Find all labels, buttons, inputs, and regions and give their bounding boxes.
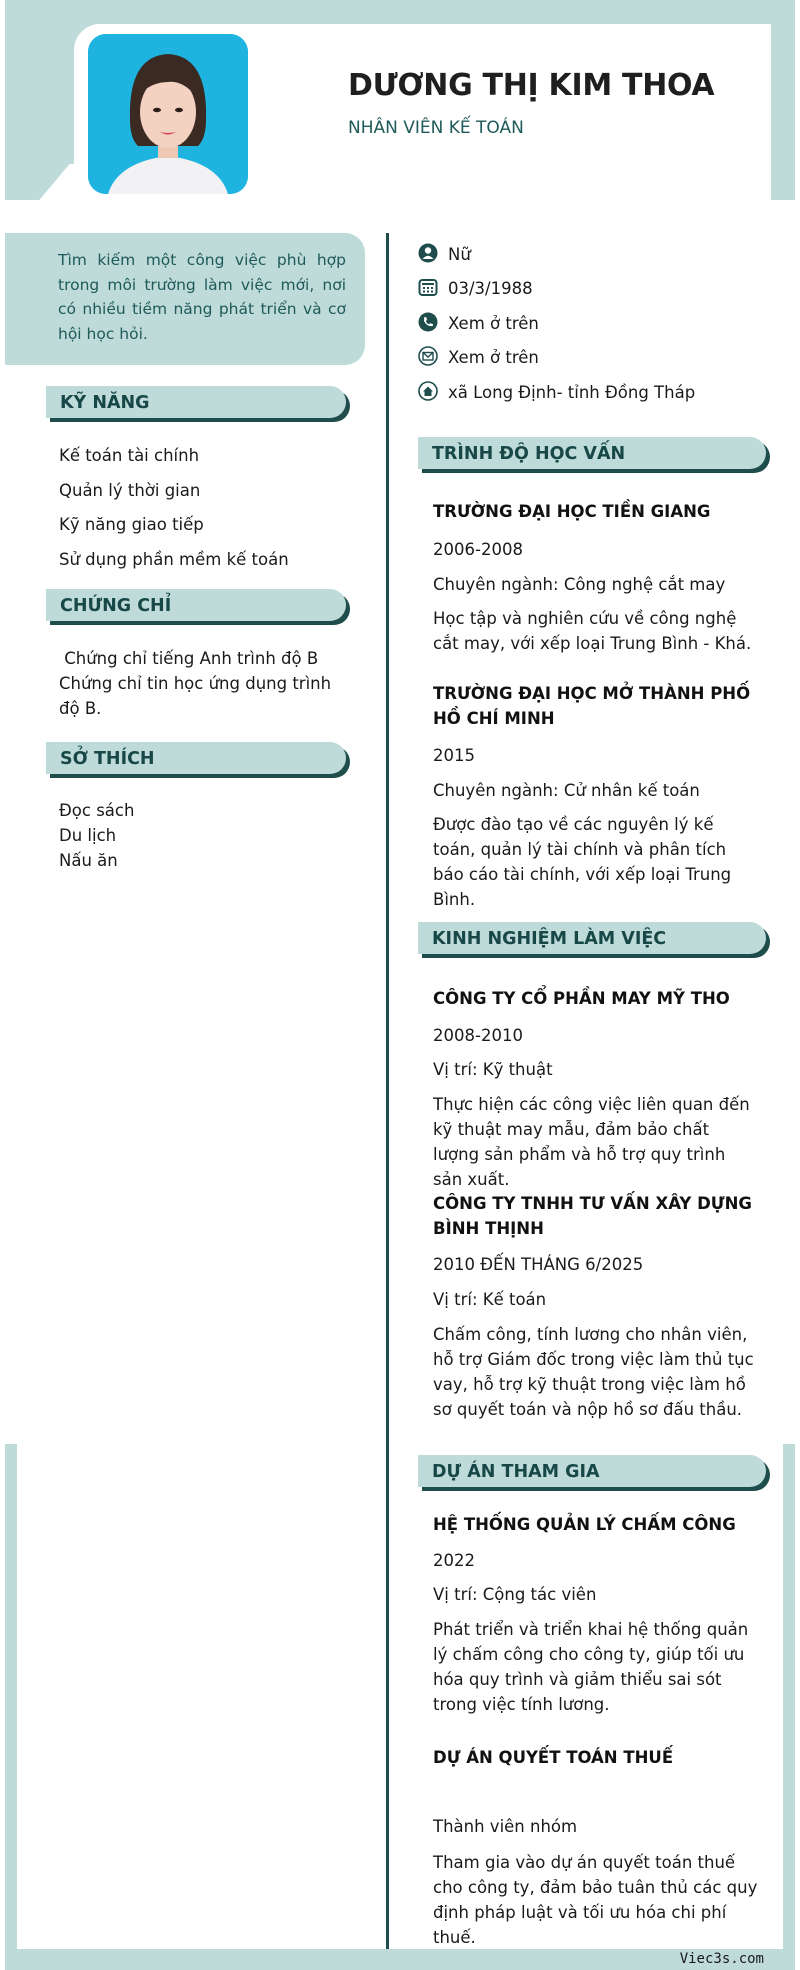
skill-item: Kỹ năng giao tiếp xyxy=(59,515,204,534)
experience-company: CÔNG TY CỔ PHẦN MAY MỸ THO xyxy=(433,989,730,1008)
project-role: Vị trí: Cộng tác viên xyxy=(433,1585,597,1604)
skill-item: Kế toán tài chính xyxy=(59,446,200,465)
education-major: Chuyên ngành: Cử nhân kế toán xyxy=(433,781,700,800)
contact-address: xã Long Định- tỉnh Đồng Tháp xyxy=(448,383,696,402)
education-period: 2006-2008 xyxy=(433,540,523,559)
project-period: 2022 xyxy=(433,1551,475,1570)
footer-band xyxy=(5,1949,795,1970)
project-role: Thành viên nhóm xyxy=(433,1817,578,1836)
phone-icon xyxy=(418,312,438,332)
calendar-icon xyxy=(418,277,438,297)
education-period: 2015 xyxy=(433,746,475,765)
contact-email[interactable]: Xem ở trên xyxy=(448,348,539,367)
project-name: HỆ THỐNG QUẢN LÝ CHẤM CÔNG xyxy=(433,1515,736,1534)
skills-heading: KỸ NĂNG xyxy=(46,386,346,418)
experience-company: CÔNG TY TNHH TƯ VẤN XÂY DỰNG BÌNH THỊNH xyxy=(433,1194,752,1238)
experience-description: Chấm công, tính lương cho nhân viên, hỗ trợ Giám đốc trong việc làm thủ tục vay, hỗ trợ kỹ thuật trong việc làm hồ sơ quyết toán và nộp hồ sơ đấu thầu. xyxy=(433,1325,754,1419)
education-school: TRƯỜNG ĐẠI HỌC MỞ THÀNH PHỐ HỒ CHÍ MINH xyxy=(433,684,751,728)
contact-phone[interactable]: Xem ở trên xyxy=(448,314,539,333)
user-icon xyxy=(418,243,438,263)
certificates-text: Chứng chỉ tiếng Anh trình độ B Chứng chỉ tin học ứng dụng trình độ B. xyxy=(59,649,332,718)
frame-left-accent xyxy=(5,1444,17,1970)
project-name: DỰ ÁN QUYẾT TOÁN THUẾ xyxy=(433,1748,674,1767)
site-watermark: Viec3s.com xyxy=(679,1951,764,1967)
mail-icon xyxy=(418,346,438,366)
candidate-name: DƯƠNG THỊ KIM THOA xyxy=(348,68,715,103)
contact-birthday: 03/3/1988 xyxy=(448,279,533,298)
skill-item: Quản lý thời gian xyxy=(59,481,201,500)
skill-item: Sử dụng phần mềm kế toán xyxy=(59,550,289,569)
education-school: TRƯỜNG ĐẠI HỌC TIỀN GIANG xyxy=(433,502,711,521)
hobby-item: Đọc sách xyxy=(59,801,135,820)
project-description: Phát triển và triển khai hệ thống quản lý chấm công cho công ty, giúp tối ưu hóa quy trình và giảm thiểu sai sót trong việc tính lương. xyxy=(433,1620,749,1714)
education-major: Chuyên ngành: Công nghệ cắt may xyxy=(433,575,726,594)
home-icon xyxy=(418,381,438,401)
frame-right-accent xyxy=(783,1444,795,1970)
education-description: Được đào tạo về các nguyên lý kế toán, quản lý tài chính và phân tích báo cáo tài chính, với xếp loại Trung Bình. xyxy=(433,815,732,909)
certificates-heading: CHỨNG CHỈ xyxy=(46,589,346,621)
profile-photo xyxy=(88,34,248,194)
education-heading: TRÌNH ĐỘ HỌC VẤN xyxy=(418,437,766,469)
career-objective: Tìm kiếm một công việc phù hợp trong môi trường làm việc mới, nơi có nhiều tiềm năng phát triển và cơ hội học hỏi. xyxy=(58,251,346,343)
experience-role: Vị trí: Kế toán xyxy=(433,1290,547,1309)
hobby-item: Nấu ăn xyxy=(59,851,118,870)
hobby-item: Du lịch xyxy=(59,826,117,845)
job-title: NHÂN VIÊN KẾ TOÁN xyxy=(348,118,524,138)
education-description: Học tập và nghiên cứu về công nghệ cắt may, với xếp loại Trung Bình - Khá. xyxy=(433,609,752,653)
projects-heading: DỰ ÁN THAM GIA xyxy=(418,1455,766,1487)
project-description: Tham gia vào dự án quyết toán thuế cho công ty, đảm bảo tuân thủ các quy định pháp luật và tối ưu hóa chi phí thuế. xyxy=(433,1853,758,1947)
column-divider xyxy=(386,233,389,1949)
experience-description: Thực hiện các công việc liên quan đến kỹ thuật may mẫu, đảm bảo chất lượng sản phẩm và hỗ trợ quy trình sản xuất. xyxy=(433,1095,750,1189)
experience-period: 2010 ĐẾN THÁNG 6/2025 xyxy=(433,1255,644,1274)
hobbies-heading: SỞ THÍCH xyxy=(46,742,346,774)
experience-heading: KINH NGHIỆM LÀM VIỆC xyxy=(418,922,766,954)
contact-gender: Nữ xyxy=(448,245,471,264)
experience-role: Vị trí: Kỹ thuật xyxy=(433,1060,553,1079)
experience-period: 2008-2010 xyxy=(433,1026,523,1045)
